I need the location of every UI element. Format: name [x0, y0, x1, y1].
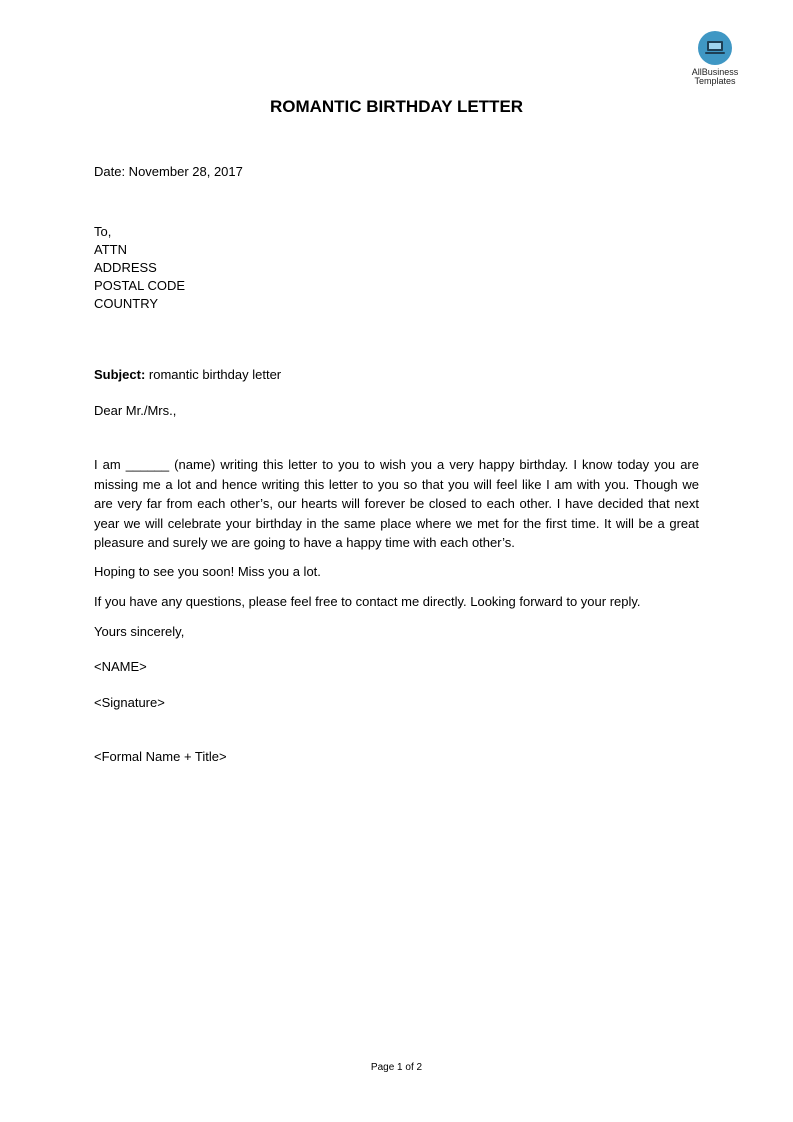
address-line: POSTAL CODE [94, 278, 186, 293]
name-placeholder: <NAME> [94, 659, 147, 674]
closing: Yours sincerely, [94, 624, 185, 639]
document-title: ROMANTIC BIRTHDAY LETTER [269, 97, 524, 116]
subject-line [94, 366, 281, 384]
formal-name-placeholder: <Formal Name + Title> [94, 749, 227, 764]
signature-placeholder: <Signature> [94, 695, 165, 710]
allbusiness-logo [684, 31, 746, 86]
questions-line: If you have any questions, please feel free to contact me directly. Looking forward to your reply. [94, 594, 641, 609]
page-number: Page 1 of 2 [370, 1062, 423, 1073]
address-line: To, [94, 224, 112, 239]
hoping-line: Hoping to see you soon! Miss you a lot. [94, 564, 321, 579]
subject-text: romantic birthday letter [145, 367, 282, 382]
greeting: Dear Mr./Mrs., [94, 403, 177, 418]
recipient-address [94, 223, 185, 313]
body-paragraph: I am ______ (name) writing this letter to you to wish you a very happy birthday. I know today you are missing me a lot and hence writing this letter to you so that you will feel like I am with you. Though we are very far from each other’s, our hearts will forever be closed to each other. I have decided that next year we will celebrate your birthday in the same place where we met for the first time. It will be a great pleasure and surely we are going to have a happy time with each other’s. [94, 457, 699, 550]
logo-badge [698, 31, 732, 65]
logo-text-line2: Templates [694, 76, 736, 86]
letter-date: Date: November 28, 2017 [94, 164, 243, 179]
address-line: ATTN [94, 242, 127, 257]
laptop-icon [705, 40, 725, 56]
address-line: COUNTRY [94, 296, 159, 311]
address-line: ADDRESS [94, 260, 157, 275]
logo-text-line1: AllBusiness [691, 67, 739, 77]
subject-label: Subject: [94, 367, 146, 382]
